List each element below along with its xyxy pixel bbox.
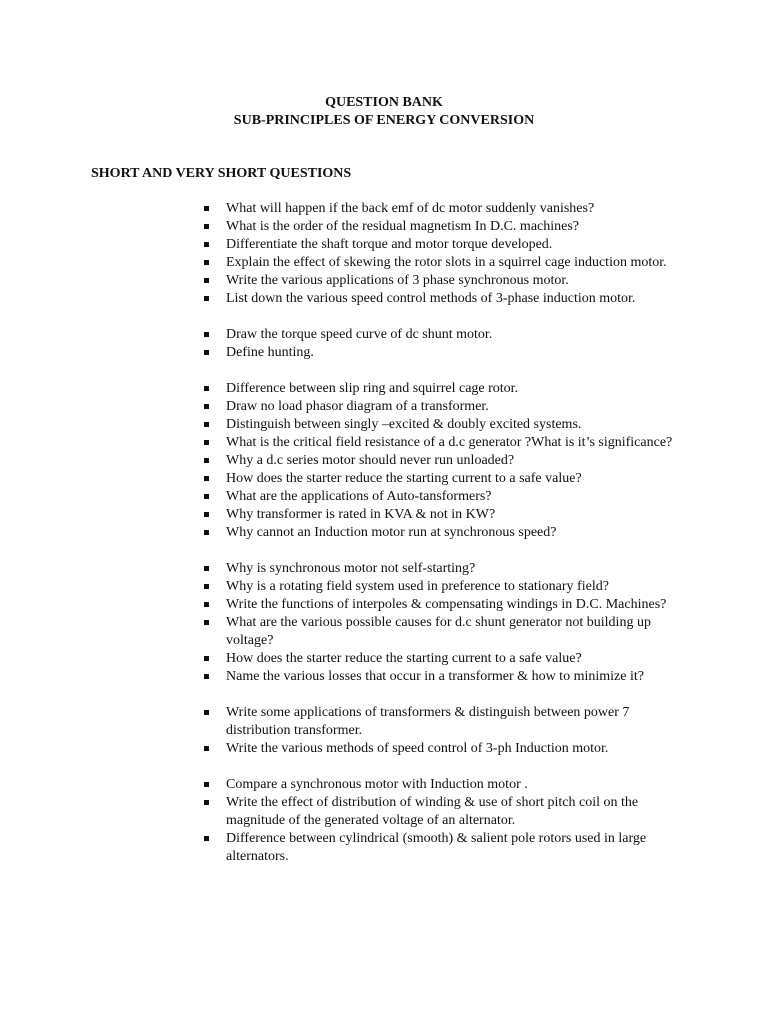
- question-item: Explain the effect of skewing the rotor slots in a squirrel cage induction motor.: [204, 254, 684, 272]
- question-item: Write the various methods of speed control of 3-ph Induction motor.: [204, 740, 684, 758]
- question-item: Why transformer is rated in KVA & not in KW?: [204, 506, 684, 524]
- question-item: Write the functions of interpoles & compensating windings in D.C. Machines?: [204, 596, 684, 614]
- question-item: Draw the torque speed curve of dc shunt motor.: [204, 326, 684, 344]
- question-item: Difference between slip ring and squirrel cage rotor.: [204, 380, 684, 398]
- question-item: Distinguish between singly –excited & doubly excited systems.: [204, 416, 684, 434]
- question-item: What are the various possible causes for d.c shunt generator not building up voltage?: [204, 614, 684, 650]
- question-item: Define hunting.: [204, 344, 684, 362]
- question-item: Differentiate the shaft torque and motor torque developed.: [204, 236, 684, 254]
- question-item: Compare a synchronous motor with Induction motor .: [204, 776, 684, 794]
- document-title: QUESTION BANK: [325, 95, 443, 110]
- question-item: List down the various speed control methods of 3-phase induction motor.: [204, 290, 684, 308]
- question-item: Why is synchronous motor not self-starting?: [204, 560, 684, 578]
- question-item: Why is a rotating field system used in preference to stationary field?: [204, 578, 684, 596]
- section-heading: SHORT AND VERY SHORT QUESTIONS: [91, 166, 352, 181]
- question-item: Write some applications of transformers & distinguish between power 7 distribution transformer.: [204, 704, 684, 740]
- question-item: Write the various applications of 3 phase synchronous motor.: [204, 272, 684, 290]
- question-item: What are the applications of Auto-tansformers?: [204, 488, 684, 506]
- question-item: Write the effect of distribution of winding & use of short pitch coil on the magnitude of the generated voltage of an alternator.: [204, 794, 684, 830]
- question-item: Why a d.c series motor should never run unloaded?: [204, 452, 684, 470]
- question-item: Name the various losses that occur in a transformer & how to minimize it?: [204, 668, 684, 686]
- question-item: What is the order of the residual magnetism In D.C. machines?: [204, 218, 684, 236]
- question-item: Why cannot an Induction motor run at synchronous speed?: [204, 524, 684, 542]
- question-item: How does the starter reduce the starting current to a safe value?: [204, 650, 684, 668]
- question-item: What will happen if the back emf of dc motor suddenly vanishes?: [204, 200, 684, 218]
- question-item: What is the critical field resistance of a d.c generator ?What is it’s significance?: [204, 434, 684, 452]
- question-list: [204, 200, 684, 866]
- document-subtitle: SUB-PRINCIPLES OF ENERGY CONVERSION: [233, 113, 535, 128]
- question-item: Difference between cylindrical (smooth) & salient pole rotors used in large alternators.: [204, 830, 684, 866]
- question-item: How does the starter reduce the starting current to a safe value?: [204, 470, 684, 488]
- question-item: Draw no load phasor diagram of a transformer.: [204, 398, 684, 416]
